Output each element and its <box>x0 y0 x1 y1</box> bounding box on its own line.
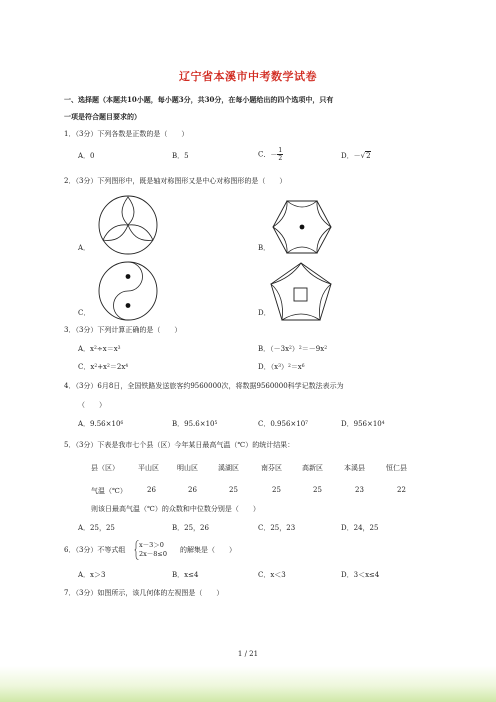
q2-option-d: D． <box>258 309 271 317</box>
q2-figure-c-yin-yang <box>96 259 160 323</box>
table-cell: 25 <box>272 486 281 494</box>
table-header-cell: 恒仁县 <box>386 464 407 472</box>
q5-option-b: B．25，26 <box>172 524 209 532</box>
q2-figure-d-pentagon <box>269 262 333 322</box>
q2-figure-b-hexagon <box>272 199 332 255</box>
q6-option-b: B．x≤4 <box>172 571 199 579</box>
q4-option-b: B．$95.6\times 10^5$ <box>172 420 218 428</box>
q5-option-d: D．24，25 <box>341 524 379 532</box>
q5-option-a: A．25，25 <box>78 524 115 532</box>
q2-stem: 2．（3分）下列图形中，既是轴对称图形又是中心对称图形的是（ ） <box>64 177 287 185</box>
q2-option-c: C． <box>78 309 91 317</box>
q3-stem: 3．（3分）下列计算正确的是（ ） <box>64 326 182 334</box>
q4-stem: 4．（3分）6月8日，全国铁路发送旅客约9560000次，将数据9560000科学记数法表示为 <box>64 382 344 390</box>
table-cell: 22 <box>397 486 406 494</box>
q1-stem: 1．（3分）下列各数是正数的是（ ） <box>64 130 189 138</box>
q2-figure-a-three-petals <box>96 193 160 257</box>
table-cell: 25 <box>229 486 238 494</box>
q4-option-c: C．$0.956\times 10^7$ <box>258 420 309 428</box>
q6-inequality-2: 2x－8≤0 <box>139 550 168 558</box>
table-cell: 气温（℃） <box>91 487 127 495</box>
table-header-cell: 本溪县 <box>344 464 365 472</box>
q6-inequality-system <box>139 541 167 559</box>
table-header-cell: 溪湖区 <box>218 464 239 472</box>
q6-option-c: C．x＜3 <box>258 571 286 579</box>
table-header-cell: 明山区 <box>177 464 198 472</box>
page-footer-band <box>0 666 496 702</box>
page-number: 1 / 21 <box>237 650 259 658</box>
q5-stem: 5．（3分）下表是我市七个县（区）今年某日最高气温（℃）的统计结果： <box>64 441 295 449</box>
q2-option-a: A． <box>78 244 91 252</box>
q6-stem-before: 6．（3分）不等式组 <box>64 546 126 554</box>
q7-stem: 7．（3分）如图所示，该几何体的左视图是（ ） <box>64 589 224 597</box>
table-cell: 26 <box>188 486 197 494</box>
q1-option-d: D．－√2 <box>341 152 371 160</box>
q2-option-b: B． <box>258 244 271 252</box>
table-header-cell: 高新区 <box>302 464 323 472</box>
q3-option-d: D．$(x^3)^2=x^6$ <box>258 363 305 371</box>
table-header-cell: 县（区） <box>91 464 119 472</box>
q4-option-a: A．$9.56\times 10^6$ <box>78 420 124 428</box>
q3-option-b: B．$(-3x^2)^2=-9x^2$ <box>258 345 328 353</box>
q3-option-c: C．$x^2+x^2=2x^4$ <box>78 363 129 371</box>
q6-stem-after: 的解集是（ ） <box>180 546 236 554</box>
q6-option-d: D．3＜x≤4 <box>341 571 380 579</box>
q4-option-d: D．$956\times 10^4$ <box>341 420 385 428</box>
table-cell: 26 <box>147 486 156 494</box>
table-cell: 23 <box>355 486 364 494</box>
q5-option-c: C．25，23 <box>258 524 296 532</box>
section-heading-cont: 一项是符合题目要求的） <box>64 112 141 121</box>
page-title: 辽宁省本溪市中考数学试卷 <box>179 70 317 83</box>
table-header-cell: 南芬区 <box>261 464 282 472</box>
table-cell: 25 <box>313 486 322 494</box>
section-heading: 一、选择题（本题共10小题，每小题3分，共30分，在每小题给出的四个选项中，只有 <box>64 95 334 104</box>
sqrt-sign: √ <box>360 152 366 160</box>
table-header-cell: 平山区 <box>138 464 159 472</box>
q1-option-a: A．0 <box>78 152 95 160</box>
q1-option-b: B．5 <box>172 152 189 160</box>
q6-inequality-1: x－3＞0 <box>139 541 164 549</box>
q6-option-a: A．x＞3 <box>78 571 106 579</box>
q4-blank: （ ） <box>78 401 106 409</box>
q3-option-a: A．$x^2\div x=x^3$ <box>78 345 121 353</box>
q5-question: 则该日最高气温（℃）的众数和中位数分别是（ ） <box>91 505 260 513</box>
fraction: $\frac{1}{2}$ <box>278 147 283 162</box>
q1-option-c: C．－ $\frac{1}{2}$ <box>258 147 283 162</box>
